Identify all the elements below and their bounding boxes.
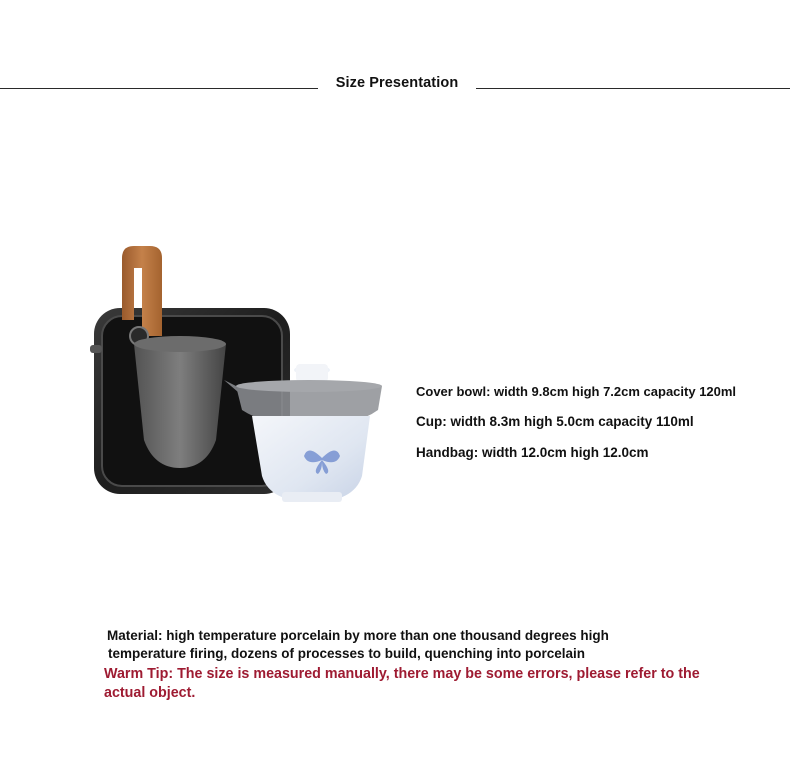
section-title: Size Presentation [335, 75, 459, 91]
gaiwan-lid [294, 364, 330, 382]
material-line-2: temperature firing, dozens of processes to build, quenching into porcelain [108, 645, 586, 661]
material-description [107, 627, 707, 662]
spec-handbag: Handbag: width 12.0cm high 12.0cm [416, 445, 649, 460]
smoky-glass-cup [134, 336, 226, 468]
header-divider-left [0, 88, 318, 89]
warm-tip: Warm Tip: The size is measured manually, there may be some errors, please refer to the actual object. [104, 666, 700, 701]
spec-cup: Cup: width 8.3m high 5.0cm capacity 110ml [416, 414, 694, 429]
spec-cover-bowl: Cover bowl: width 9.8cm high 7.2cm capacity 120ml [416, 384, 737, 399]
material-line-1: Material: high temperature porcelain by more than one thousand degrees high [107, 628, 609, 643]
header-divider-right [476, 88, 790, 89]
tea-set-product-image [86, 240, 386, 510]
